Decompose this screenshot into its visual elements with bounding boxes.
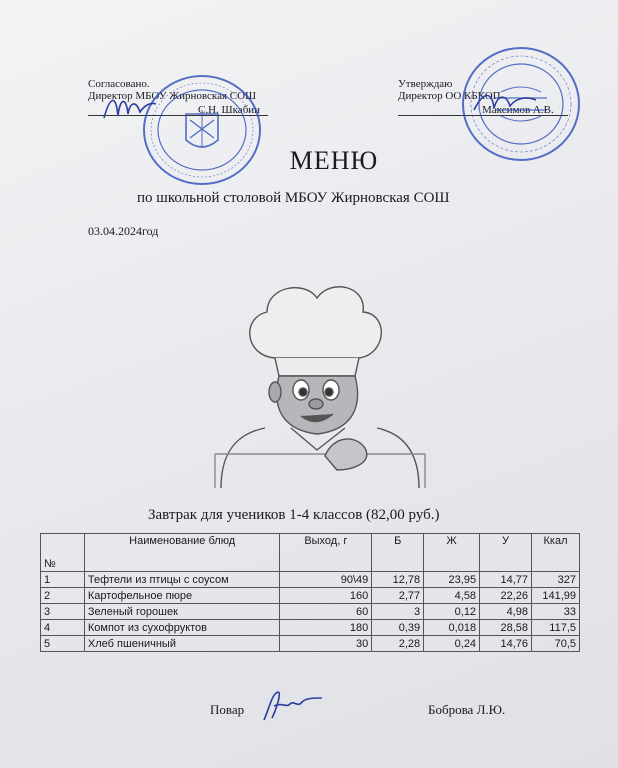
column-header-carbs: У (480, 534, 532, 572)
dish-name: Тефтели из птицы с соусом (84, 572, 280, 588)
dish-yield: 30 (280, 636, 372, 652)
table-row (41, 572, 580, 588)
cook-label: Повар (210, 702, 245, 717)
dish-protein: 3 (372, 604, 424, 620)
handwritten-signature-icon (470, 86, 540, 122)
dish-protein: 2,77 (372, 588, 424, 604)
approval-label: Согласовано. (88, 78, 150, 90)
dish-fat: 0,24 (424, 636, 480, 652)
dish-kcal: 70,5 (531, 636, 579, 652)
dish-name: Картофельное пюре (84, 588, 280, 604)
table-row (41, 636, 580, 652)
dish-carbs: 14,76 (480, 636, 532, 652)
approval-director-name: С.Н. Шкабин (198, 104, 261, 116)
approved-director-name: Максимов А.В. (482, 104, 554, 116)
dish-carbs: 22,26 (480, 588, 532, 604)
dish-carbs: 28,58 (480, 620, 532, 636)
column-header-kcal: Ккал (531, 534, 579, 572)
handwritten-signature-icon (100, 88, 160, 128)
menu-table (40, 533, 580, 652)
row-number: 5 (41, 636, 85, 652)
approved-label: Утверждаю (398, 78, 453, 90)
menu-date: 03.04.2024год (88, 224, 159, 238)
dish-yield: 60 (280, 604, 372, 620)
approved-director: Директор ОО КБКОП (398, 90, 501, 102)
row-number: 3 (41, 604, 85, 620)
approval-director: Директор МБОУ Жирновская СОШ (88, 90, 257, 102)
column-header-protein: Б (372, 534, 424, 572)
dish-kcal: 327 (531, 572, 579, 588)
dish-carbs: 14,77 (480, 572, 532, 588)
dish-name: Зеленый горошек (84, 604, 280, 620)
row-number: 4 (41, 620, 85, 636)
dish-fat: 4,58 (424, 588, 480, 604)
column-header-fat: Ж (424, 534, 480, 572)
column-header-dish: Наименование блюд (84, 534, 280, 572)
table-row (41, 588, 580, 604)
dish-fat: 23,95 (424, 572, 480, 588)
chef-illustration-icon (205, 278, 435, 488)
row-number: 2 (41, 588, 85, 604)
table-header-row (41, 534, 580, 572)
dish-kcal: 117,5 (531, 620, 579, 636)
cook-name: Боброва Л.Ю. (428, 702, 506, 717)
dish-fat: 0,018 (424, 620, 480, 636)
column-header-number: № (41, 534, 85, 572)
dish-protein: 2,28 (372, 636, 424, 652)
row-number: 1 (41, 572, 85, 588)
dish-name: Компот из сухофруктов (84, 620, 280, 636)
page-subtitle: по школьной столовой МБОУ Жирновская СОШ (137, 190, 450, 206)
page-title: МЕНЮ (289, 146, 379, 175)
dish-protein: 12,78 (372, 572, 424, 588)
table-row (41, 604, 580, 620)
dish-yield: 90\49 (280, 572, 372, 588)
dish-yield: 180 (280, 620, 372, 636)
dish-kcal: 33 (531, 604, 579, 620)
handwritten-signature-icon (256, 686, 326, 726)
dish-fat: 0,12 (424, 604, 480, 620)
dish-kcal: 141,99 (531, 588, 579, 604)
dish-name: Хлеб пшеничный (84, 636, 280, 652)
column-header-yield: Выход, г (280, 534, 372, 572)
dish-carbs: 4,98 (480, 604, 532, 620)
table-row (41, 620, 580, 636)
dish-protein: 0,39 (372, 620, 424, 636)
dish-yield: 160 (280, 588, 372, 604)
meal-title: Завтрак для учеников 1-4 классов (82,00 руб.) (148, 507, 440, 523)
